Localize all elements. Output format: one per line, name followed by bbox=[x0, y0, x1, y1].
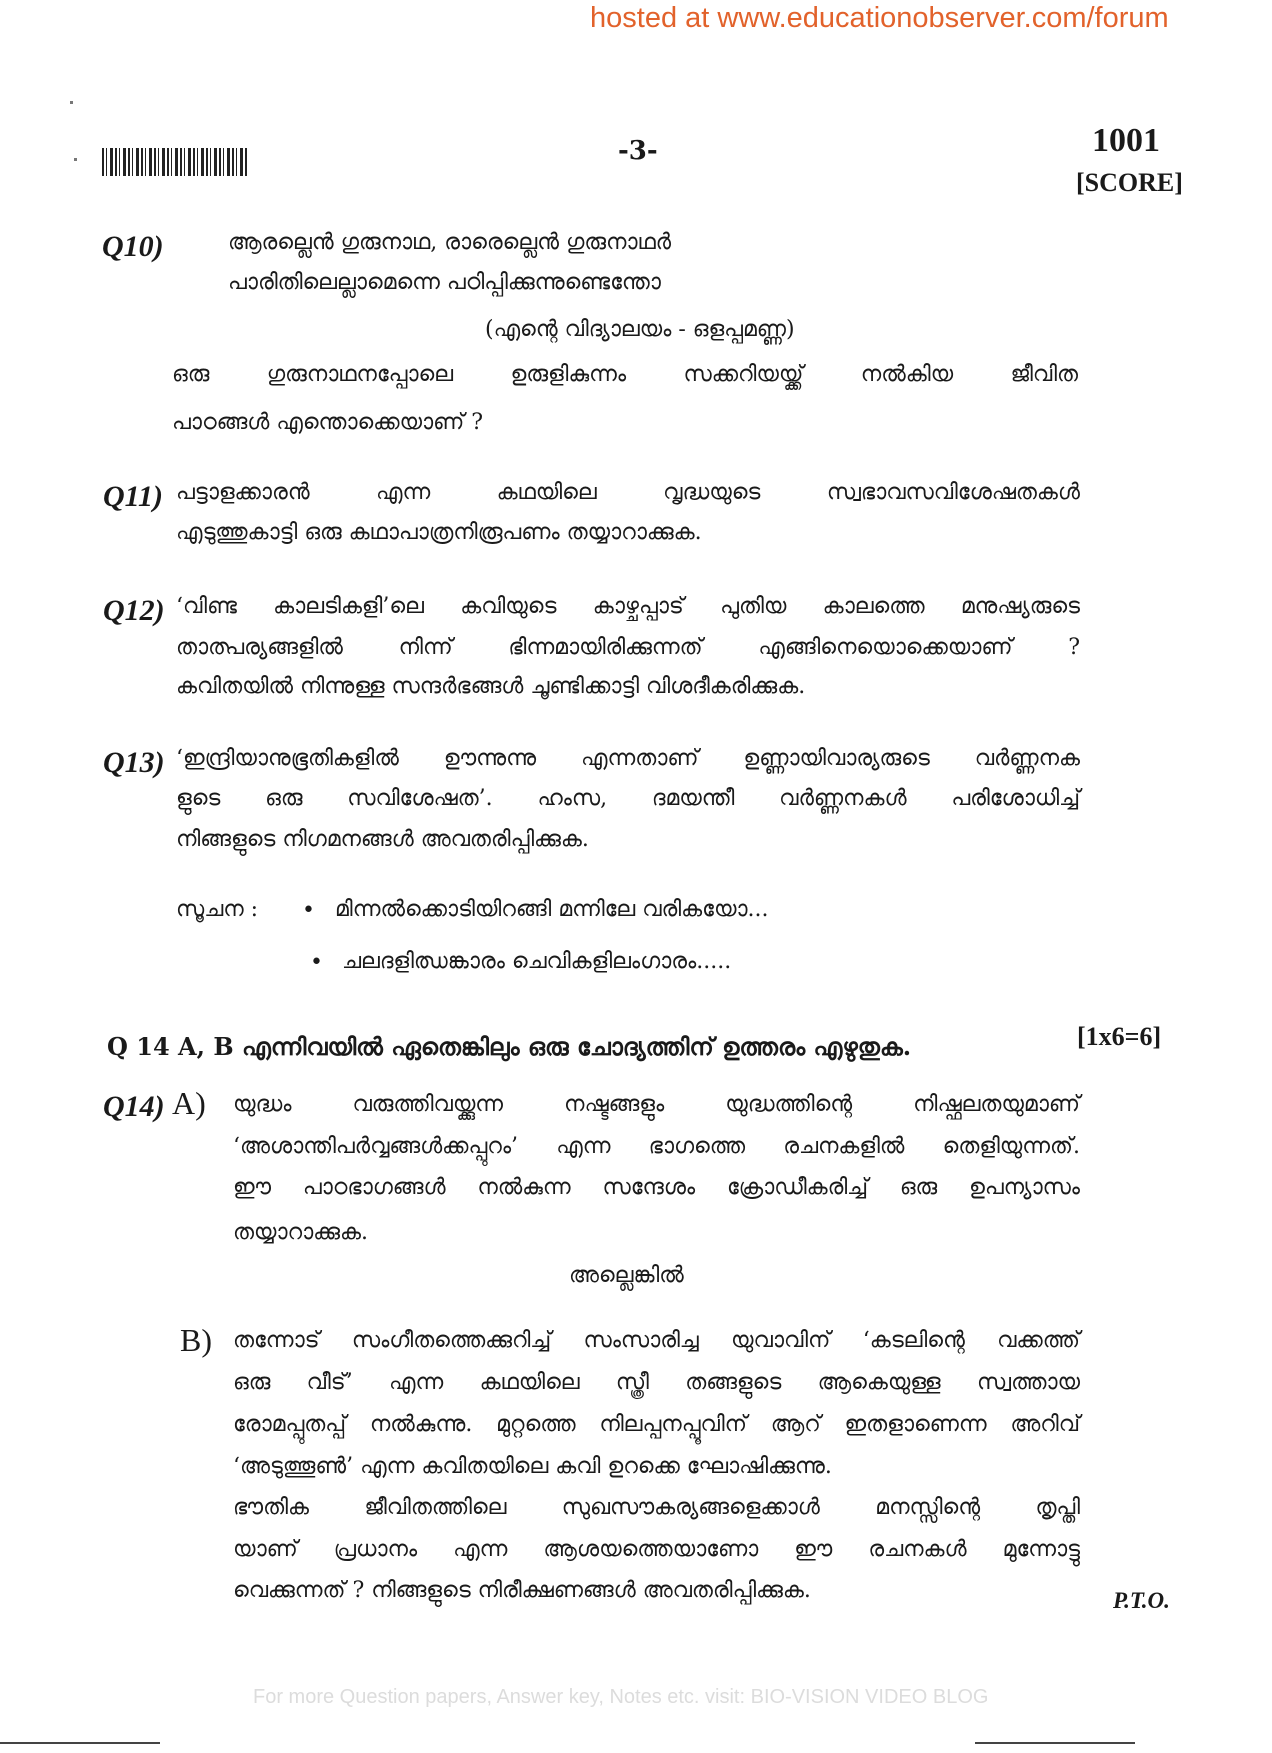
bullet-icon: • bbox=[310, 950, 323, 975]
bottom-rule-right bbox=[975, 1742, 1135, 1744]
q14-option-a-letter: A) bbox=[172, 1085, 206, 1121]
q14a-line: ഈ പാഠഭാഗങ്ങൾ നൽകുന്ന സന്ദേശം ക്രോഡീകരിച്ച് ഒരു ഉപന്യാസം bbox=[233, 1175, 1080, 1200]
q14-instruction: Q 14 A, B എന്നിവയിൽ ഏതെങ്കിലും ഒരു ചോദ്യത്തിന് ഉത്തരം എഴുതുക. bbox=[107, 1032, 912, 1061]
q11-question-line: എടുത്തുകാട്ടി ഒരു കഥാപാത്രനിരൂപണം തയ്യാറാക്കുക. bbox=[176, 520, 702, 545]
q14b-line: രോമപ്പുതപ്പ് നൽകുന്നു. മുറ്റത്തെ നിലപ്പനപ്പൂവിന് ആറ് ഇതളാണെന്ന അറിവ് bbox=[233, 1412, 1080, 1437]
bullet-icon: • bbox=[302, 898, 315, 923]
q14a-line: തയ്യാറാക്കുക. bbox=[233, 1220, 368, 1245]
q14b-line: ഒരു വീട്’ എന്ന കഥയിലെ സ്ത്രീ തങ്ങളുടെ ആകെയുള്ള സ്വത്തായ bbox=[233, 1370, 1080, 1395]
q14b-line: ‘അടുത്തൂൺ’ എന്ന കവിതയിലെ കവി ഉറക്കെ ഘോഷിക്കുന്നു. bbox=[233, 1454, 832, 1479]
q14a-line: യുദ്ധം വരുത്തിവയ്ക്കുന്ന നഷ്ടങ്ങളും യുദ്ധത്തിന്റെ നിഷ്ഫലതയുമാണ് bbox=[233, 1092, 1080, 1117]
q14-marks: [1x6=6] bbox=[1077, 1022, 1162, 1051]
question-label-q14: Q14) bbox=[103, 1090, 165, 1123]
or-separator: അല്ലെങ്കിൽ bbox=[569, 1263, 684, 1288]
q13-question-line: ളുടെ ഒരു സവിശേഷത’. ഹംസ, ദമയന്തീ വർണ്ണനകൾ പരിശോധിച്ച് bbox=[176, 786, 1080, 811]
scan-speck bbox=[70, 101, 73, 104]
q14b-line: യാണ് പ്രധാനം എന്ന ആശയത്തെയാണോ ഈ രചനകൾ മുന്നോട്ടു bbox=[233, 1537, 1080, 1562]
question-label-q11: Q11) bbox=[103, 480, 163, 513]
q14b-line: തന്നോട് സംഗീതത്തെക്കുറിച്ച് സംസാരിച്ച യുവാവിന് ‘കടലിന്റെ വക്കത്ത് bbox=[233, 1328, 1080, 1353]
q10-question-line: ഒരു ഗുരുനാഥനപ്പോലെ ഉരുളികുന്നം സക്കറിയയ്ക്ക് നൽകിയ ജീവിത bbox=[172, 362, 1078, 387]
q10-verse-line: പാരിതിലെല്ലാമെന്നെ പഠിപ്പിക്കുന്നുണ്ടെന്തോ bbox=[228, 270, 661, 295]
q14a-line: ‘അശാന്തിപർവ്വങ്ങൾക്കപ്പുറം’ എന്ന ഭാഗത്തെ രചനകളിൽ തെളിയുന്നത്. bbox=[233, 1134, 1080, 1159]
scan-speck bbox=[74, 158, 77, 161]
q10-citation: (എന്റെ വിദ്യാലയം - ഒളപ്പമണ്ണ) bbox=[485, 317, 795, 342]
barcode-image bbox=[102, 148, 248, 176]
question-label-q13: Q13) bbox=[103, 746, 165, 779]
q10-question-line: പാഠങ്ങൾ എന്തൊക്കെയാണ് ? bbox=[172, 410, 484, 435]
question-label-q10: Q10) bbox=[102, 230, 164, 263]
q11-question-line: പട്ടാളക്കാരൻ എന്ന കഥയിലെ വൃദ്ധയുടെ സ്വഭാവസവിശേഷതകൾ bbox=[176, 480, 1080, 505]
q12-question-line: കവിതയിൽ നിന്നുള്ള സന്ദർഭങ്ങൾ ചൂണ്ടിക്കാട്ടി വിശദീകരിക്കുക. bbox=[176, 674, 806, 699]
score-label: [SCORE] bbox=[1076, 168, 1183, 197]
page-number: -3- bbox=[618, 136, 658, 166]
q10-verse-line: ആരല്ലെൻ ഗുരുനാഥ, രാരെല്ലെൻ ഗുരുനാഥർ bbox=[228, 230, 672, 255]
q14b-line: വെക്കുന്നത് ? നിങ്ങളുടെ നിരീക്ഷണങ്ങൾ അവതരിപ്പിക്കുക. bbox=[233, 1578, 811, 1603]
q13-question-line: ‘ഇന്ദ്രിയാനുഭൂതികളിൽ ഊന്നുന്നു എന്നതാണ് ഉണ്ണായിവാര്യരുടെ വർണ്ണനക bbox=[176, 746, 1080, 771]
footer-promo: For more Question papers, Answer key, Notes etc. visit: BIO-VISION VIDEO BLOG bbox=[253, 1686, 989, 1708]
q13-hint-label: സൂചന : bbox=[176, 897, 259, 922]
q12-question-line: താത്പര്യങ്ങളിൽ നിന്ന് ഭിന്നമായിരിക്കുന്നത് എങ്ങിനെയൊക്കെയാണ് ? bbox=[176, 635, 1080, 660]
q13-hint-item: മിന്നൽക്കൊടിയിറങ്ങി മന്നിലേ വരികയോ... bbox=[335, 897, 769, 922]
q12-question-line: ‘വിണ്ട കാലടികളി’ലെ കവിയുടെ കാഴ്ചപ്പാട് പുതിയ കാലത്തെ മനുഷ്യരുടെ bbox=[176, 594, 1080, 619]
paper-code: 1001 bbox=[1092, 122, 1160, 159]
q13-hint-item: ചലദളിഝങ്കാരം ചെവികളിലംഗാരം..... bbox=[342, 949, 732, 974]
bottom-rule-left bbox=[0, 1742, 160, 1744]
q13-question-line: നിങ്ങളുടെ നിഗമനങ്ങൾ അവതരിപ്പിക്കുക. bbox=[176, 827, 589, 852]
pto-label: P.T.O. bbox=[1113, 1588, 1170, 1613]
q14-option-b-letter: B) bbox=[180, 1322, 212, 1358]
question-label-q12: Q12) bbox=[103, 594, 165, 627]
hosted-watermark: hosted at www.educationobserver.com/forum bbox=[590, 2, 1169, 34]
q14b-line: ഭൗതിക ജീവിതത്തിലെ സുഖസൗകര്യങ്ങളെക്കാൾ മനസ്സിന്റെ തൃപ്തി bbox=[233, 1495, 1080, 1520]
